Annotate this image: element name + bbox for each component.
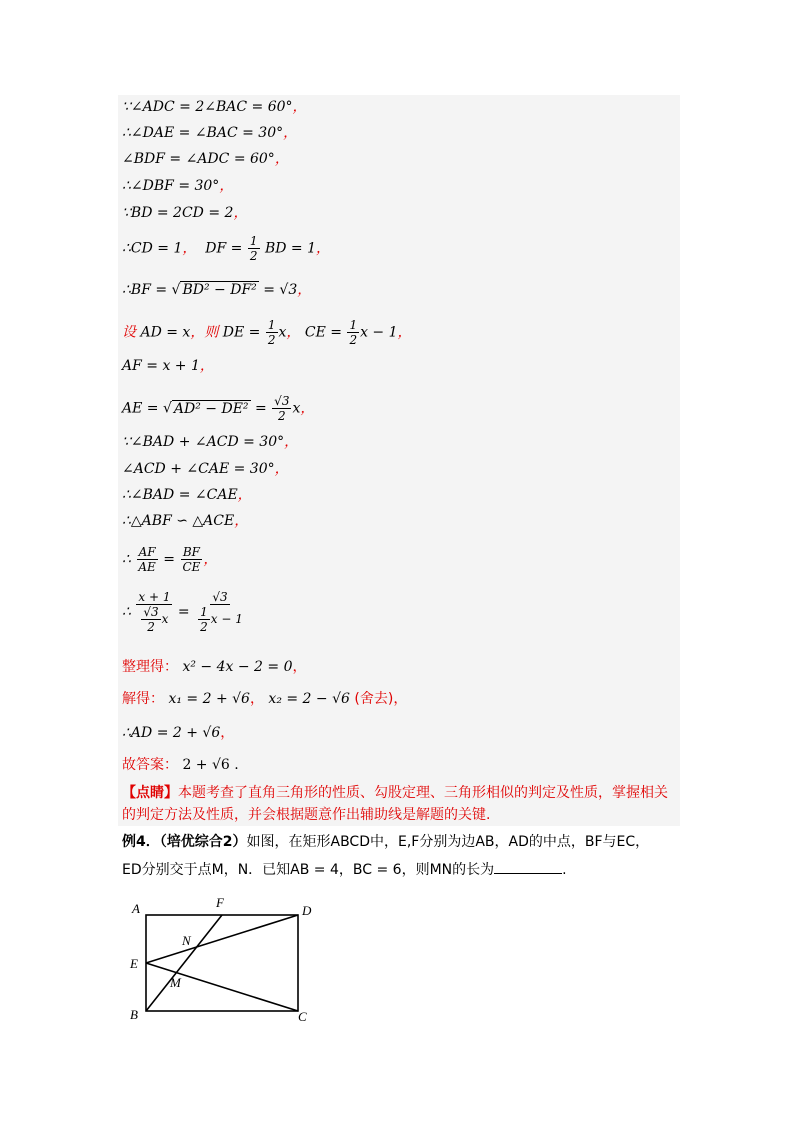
solution-line-2: ∴∠DAE = ∠BAC = 30°，: [122, 125, 298, 141]
label-n: N: [182, 933, 191, 948]
solution-line-11: ∵∠BAD + ∠ACD = 30°，: [122, 434, 299, 450]
solution-line-3: ∠BDF = ∠ADC = 60°，: [122, 151, 289, 167]
solution-line-1: ∵∠ADC = 2∠BAC = 60°，: [122, 99, 307, 115]
solution-line-13: ∴∠BAD = ∠CAE，: [122, 487, 252, 503]
solution-line-6: ∴CD = 1， DF = $\frac{1}{2}$ BD = 1，: [122, 234, 331, 263]
complex-fraction-left: x + 1 $\frac{√3}{2}$ x: [138, 590, 171, 634]
solution-line-8: 设 AD = x，则 DE = $\frac{1}{2}$ x， CE = $\frac{1}{2}$ x − 1，: [122, 318, 412, 347]
solution-line-17: 整理得： x² − 4x − 2 = 0，: [122, 659, 307, 675]
complex-fraction-right: √3 $\frac{1}{2}$ x − 1: [200, 590, 243, 634]
solution-line-5: ∵BD = 2CD = 2，: [122, 205, 248, 221]
solution-line-7: ∴BF = √ BD² − DF² = √3，: [122, 282, 312, 298]
solution-line-10: AE = √ AD² − DE² = $\frac{√3}{2}$ x，: [122, 394, 315, 423]
solution-line-15: ∴ $\frac{AF}{AE}$ = $\frac{BF}{CE}$ ，: [122, 545, 218, 574]
label-c: C: [298, 1009, 307, 1024]
label-a: A: [132, 901, 140, 916]
solution-line-12: ∠ACD + ∠CAE = 30°，: [122, 461, 289, 477]
solution-line-18: 解得： x₁ = 2 + √6， x₂ = 2 − √6 (舍去)，: [122, 691, 408, 707]
rectangle-abcd: [146, 915, 298, 1011]
solution-line-20: 故答案： 2 + √6 .: [122, 757, 239, 773]
answer-blank: [494, 857, 562, 874]
solution-line-19: ∴AD = 2 + √6，: [122, 725, 235, 741]
solution-line-14: ∴△ABF ∽ △ACE，: [122, 513, 249, 529]
segment-ec: [146, 963, 298, 1011]
solution-line-9: AF = x + 1，: [122, 358, 214, 374]
label-d: D: [302, 903, 312, 918]
fraction-half: $\frac{1}{2}$: [249, 234, 258, 263]
solution-line-16: ∴ x + 1 $\frac{√3}{2}$ x = √3 $\frac{1}{2}$ x − 1: [122, 590, 243, 634]
segment-bf: [146, 915, 222, 1011]
segment-ed: [146, 915, 298, 963]
key-point-note: 【点睛】本题考查了直角三角形的性质、勾股定理、三角形相似的判定及性质，掌握相关的判定方法及性质，并会根据题意作出辅助线是解题的关键.: [122, 785, 668, 823]
label-e: E: [130, 956, 138, 971]
solution-line-4: ∴∠DBF = 30°，: [122, 178, 234, 194]
label-m: M: [170, 975, 181, 990]
label-b: B: [130, 1007, 138, 1022]
example-4: 例4．（培优综合2）如图，在矩形ABCD中，E,F分别为边AB，AD的中点，BF与EC， ED分别交于点M，N．已知AB = 4，BC = 6，则MN的长为 .: [122, 834, 650, 878]
rectangle-figure: [124, 893, 320, 1029]
label-f: F: [216, 895, 224, 910]
